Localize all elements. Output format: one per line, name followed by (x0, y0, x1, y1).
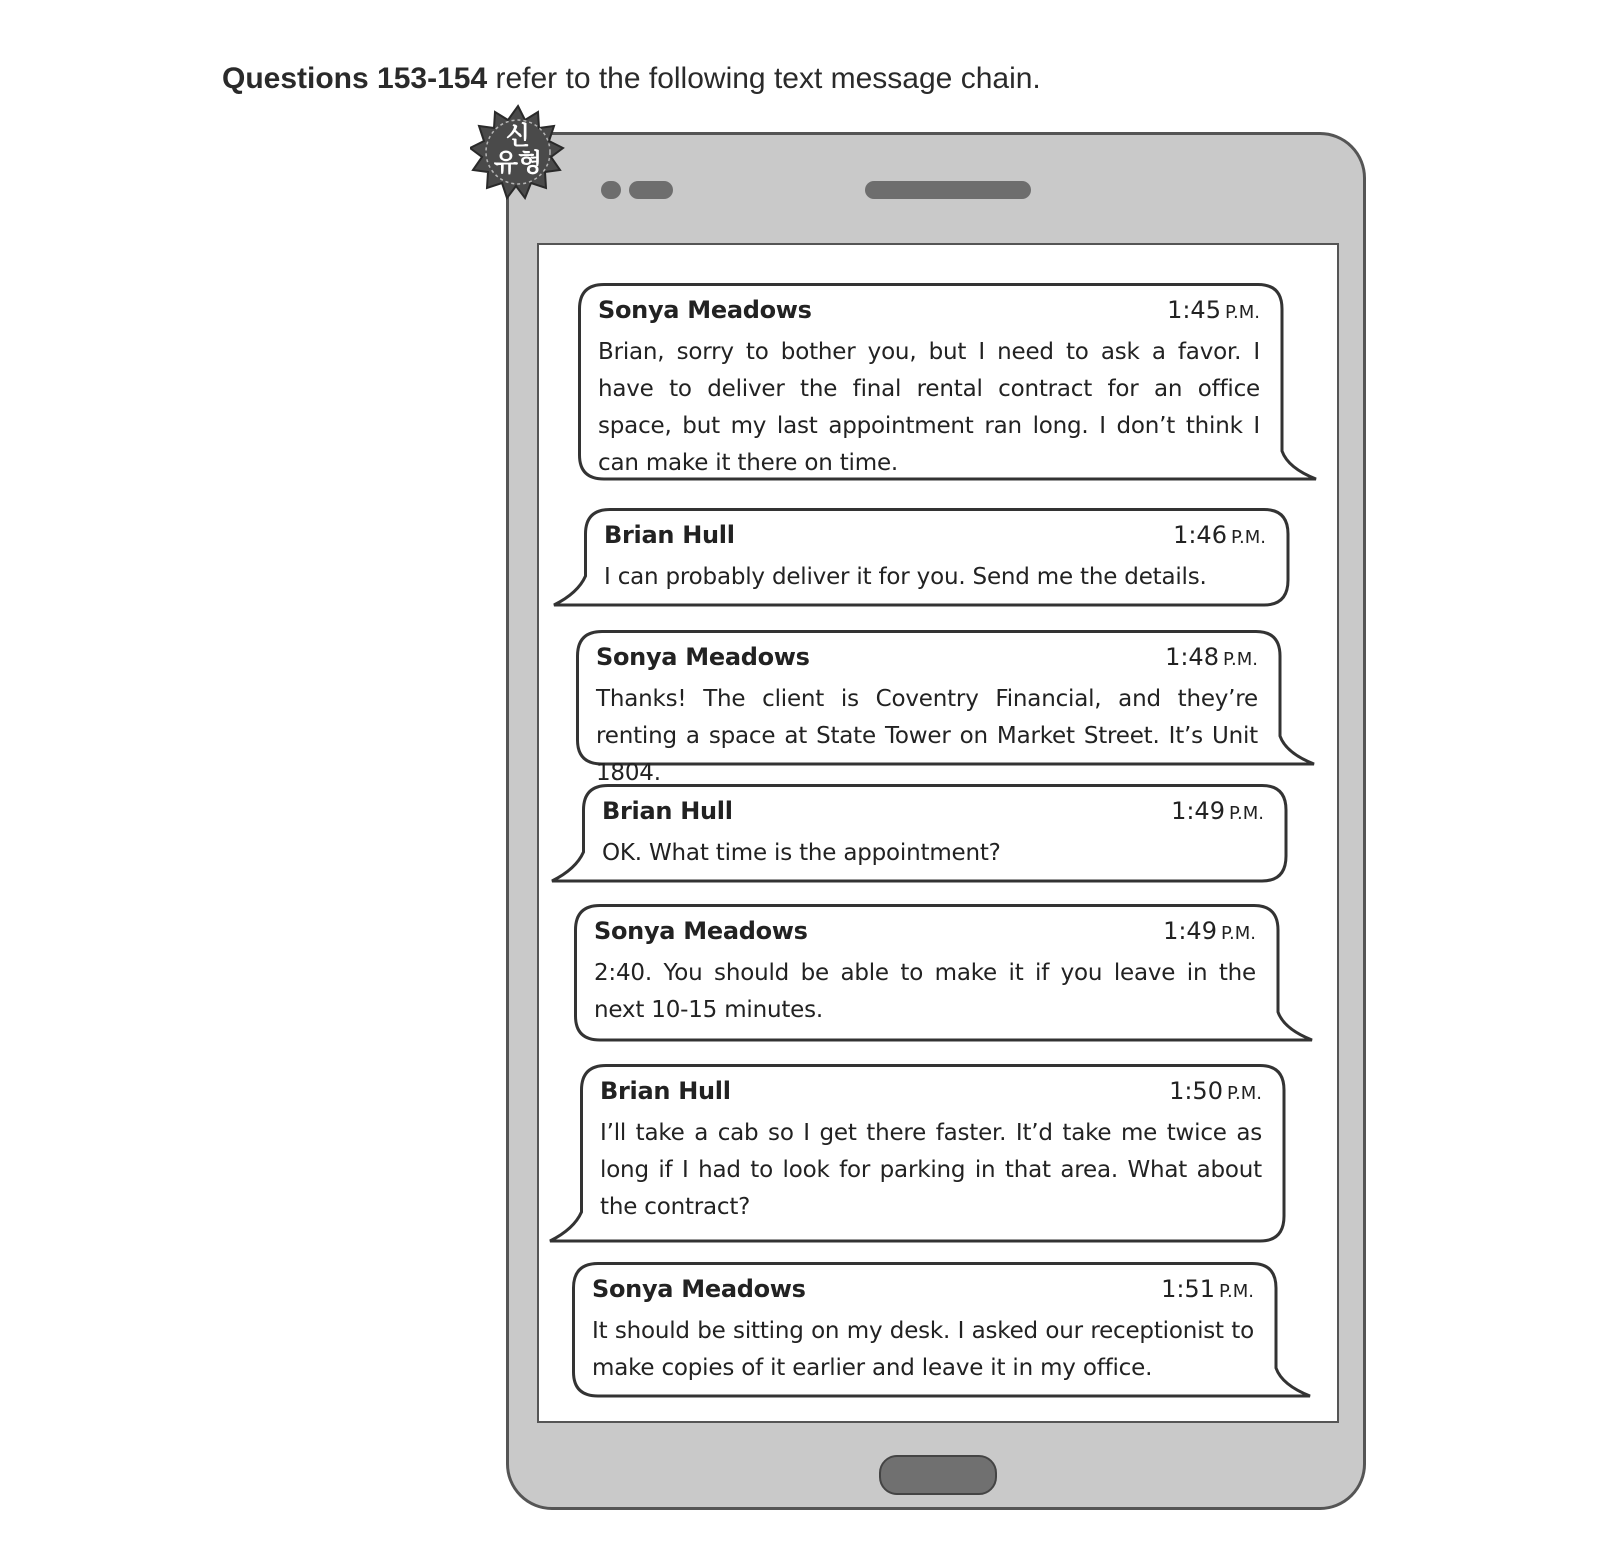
message-bubble (576, 630, 1282, 786)
message-text: Thanks! The client is Coventry Financial, and they’re renting a space at State Tower on Market Street. It’s Unit 1804. (596, 686, 1258, 786)
badge-line-2: 유형 (493, 148, 543, 177)
question-instruction: refer to the following text message chain. (487, 62, 1041, 95)
message-text: Brian, sorry to bother you, but I need to ask a favor. I have to deliver the final rental contract for an office space, but my last appointment ran long. I don’t think I can make it there on time. (598, 339, 1260, 476)
home-button (879, 1455, 997, 1495)
sender-name: Brian Hull (604, 521, 735, 549)
timestamp: 1:50 P.M. (1169, 1077, 1262, 1105)
camera-dot (601, 181, 621, 199)
timestamp: 1:51 P.M. (1161, 1275, 1254, 1303)
message-bubble (584, 508, 1290, 608)
message-text: OK. What time is the appointment? (602, 840, 1001, 866)
message-text: It should be sitting on my desk. I asked our receptionist to make copies of it earlier and leave it in my office. (592, 1318, 1254, 1381)
camera-sensor (629, 181, 673, 199)
sender-name: Brian Hull (600, 1077, 731, 1105)
question-header (222, 62, 1041, 96)
message-text: I can probably deliver it for you. Send me the details. (604, 564, 1207, 590)
speaker-grille (865, 181, 1031, 199)
sender-name: Sonya Meadows (594, 917, 808, 945)
message-bubble (574, 904, 1280, 1044)
sender-name: Sonya Meadows (592, 1275, 806, 1303)
timestamp: 1:49 P.M. (1163, 917, 1256, 945)
timestamp: 1:49 P.M. (1171, 797, 1264, 825)
timestamp: 1:46 P.M. (1173, 521, 1266, 549)
sender-name: Brian Hull (602, 797, 733, 825)
message-bubble (572, 1262, 1278, 1400)
message-text: I’ll take a cab so I get there faster. It’d take me twice as long if I had to look for parking in that area. What about the contract? (600, 1120, 1262, 1220)
message-bubble (582, 784, 1288, 884)
timestamp: 1:45 P.M. (1167, 296, 1260, 324)
message-text: 2:40. You should be able to make it if you leave in the next 10-15 minutes. (594, 960, 1256, 1023)
timestamp: 1:48 P.M. (1165, 643, 1258, 671)
new-type-badge (470, 104, 566, 200)
questions-label: Questions 153-154 (222, 62, 488, 95)
message-bubble (580, 1064, 1286, 1244)
badge-line-1: 신 (505, 121, 531, 150)
message-bubble (578, 283, 1284, 483)
sender-name: Sonya Meadows (598, 296, 812, 324)
sender-name: Sonya Meadows (596, 643, 810, 671)
